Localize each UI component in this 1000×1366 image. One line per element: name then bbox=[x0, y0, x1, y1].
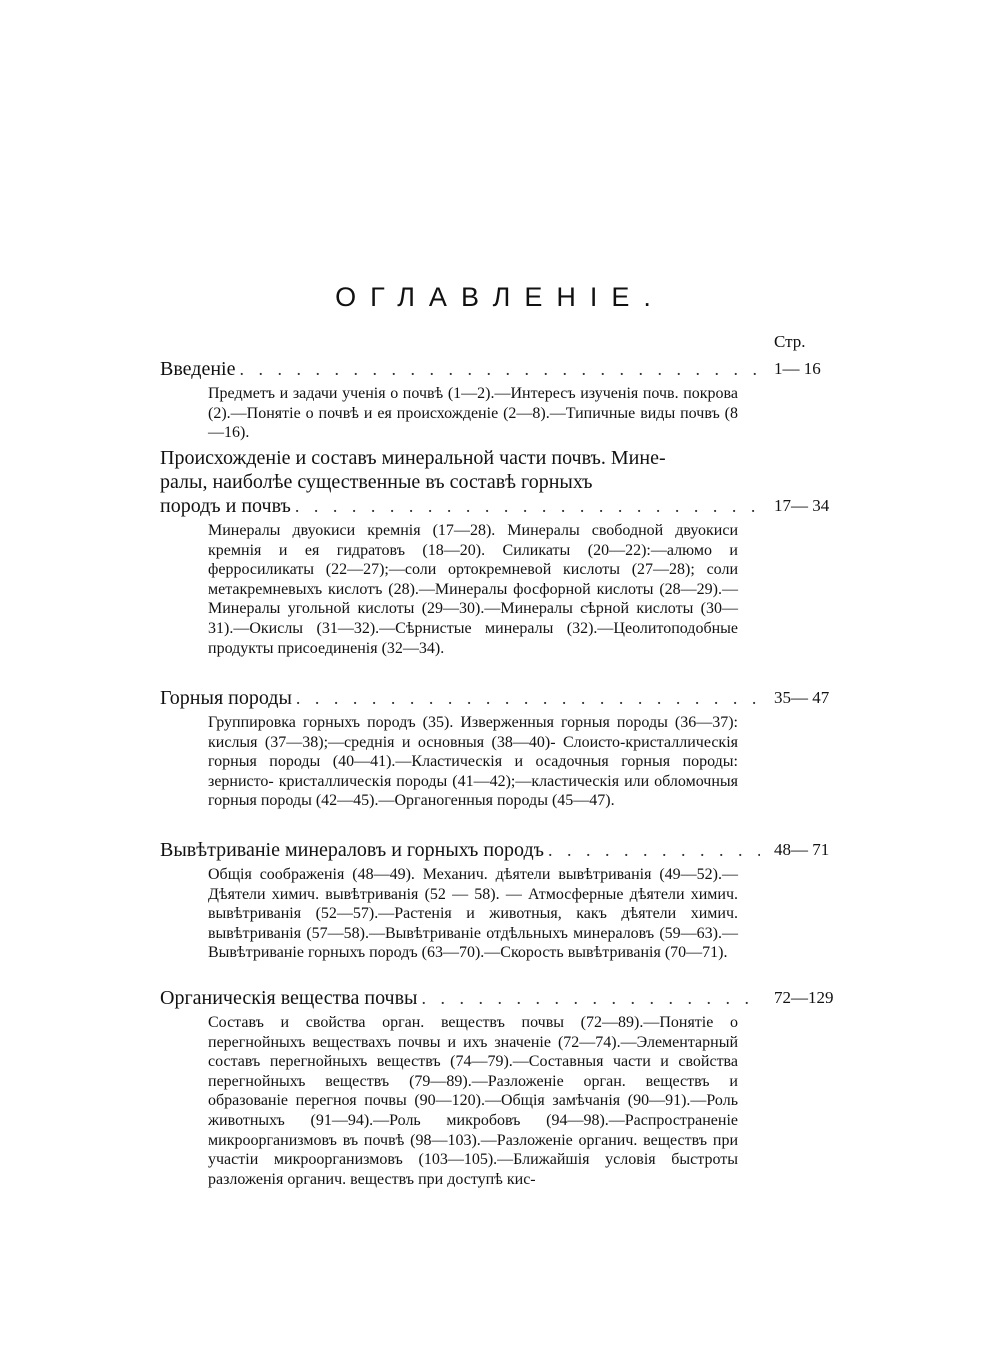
toc-entry-rocks bbox=[160, 686, 840, 811]
entry-summary: Составъ и свойства орган. веществъ почвы (72—89).—Понятіе о перегнойныхъ веществахъ почвы и ихъ значеніе (72—74).—Элементарный составъ перегнойныхъ веществъ (74—79).—Составныя части и свойства перегнойныхъ веществъ (79—89).—Разложеніе орган. веществъ и образованіе перегноя почвы (90—120).—Общія замѣчанія (90—91).—Роль животныхъ (91—94).—Роль микробовъ (94—98).—Распространеніе микроорганизмовъ въ почвѣ (98—103).—Разложеніе органич. веществъ при участіи микроорганизмовъ (103—105).—Ближайшія условія быстроты разложенія органич. веществъ при доступѣ кис- bbox=[208, 1014, 738, 1188]
entry-pages: 72—129 bbox=[774, 988, 834, 1007]
toc-entry-introduction bbox=[160, 357, 840, 443]
entry-heading-line: Происхожденіе и составъ минеральной части почвъ. Мине- bbox=[160, 447, 666, 469]
dot-leader bbox=[548, 838, 760, 862]
entry-heading-line: ралы, наиболѣе существенные въ составѣ горныхъ bbox=[160, 471, 593, 493]
dot-leader bbox=[422, 986, 761, 1010]
entry-summary: Группировка горныхъ породъ (35). Изверженныя горныя породы (36—37): кислыя (37—38);—среднія и основныя (38—40)- Слоисто-кристаллическія горныя породы (40—41).—Кластическія и осадочныя горныя породы: зернисто- кристаллическія породы (41—42);—кластическія или обломочныя горныя породы (42—45).—Органогенныя породы (45—47). bbox=[208, 714, 738, 810]
entry-summary: Предметъ и задачи ученія о почвѣ (1—2).—Интересъ изученія почв. покрова (2).—Понятіе о почвѣ и ея происхожденіе (2—8).—Типичные виды почвъ (8—16). bbox=[208, 385, 738, 442]
entry-pages: 35— 47 bbox=[774, 688, 830, 707]
entry-pages: 17— 34 bbox=[774, 496, 830, 515]
dot-leader bbox=[295, 494, 760, 518]
page-title: ОГЛАВЛЕНІЕ. bbox=[335, 282, 665, 312]
entry-summary: Минералы двуокиси кремнія (17—28). Минералы свободной двуокиси кремнія и ея гидратовъ (18—20). Силикаты (20—22):—алюмо и ферросиликаты (22—27);—соли ортокремневой кислоты (27—28); соли метакремневыхъ кислотъ (28).—Минералы фосфорной кислоты (28—29).—Минералы угольной кислоты (29—30).—Минералы сѣрной кислоты (30—31).—Окислы (31—32).—Сѣрнистые минералы (32).—Цеолитоподобные продукты присоединенія (32—34). bbox=[208, 522, 738, 657]
entry-heading: Введеніе bbox=[160, 358, 236, 380]
entry-pages: 48— 71 bbox=[774, 840, 830, 859]
toc-entry-organic-matter bbox=[160, 986, 840, 1189]
entry-heading: породъ и почвъ bbox=[160, 495, 291, 517]
dot-leader bbox=[296, 686, 760, 710]
toc-entry-weathering bbox=[160, 838, 840, 963]
entry-heading: Вывѣтриваніе минераловъ и горныхъ породъ bbox=[160, 839, 544, 861]
page-column-label: Стр. bbox=[774, 332, 806, 351]
dot-leader bbox=[239, 357, 760, 381]
entry-pages: 1— 16 bbox=[774, 359, 821, 378]
toc-entry-mineral-part bbox=[160, 446, 840, 658]
entry-heading: Горныя породы bbox=[160, 687, 292, 709]
entry-summary: Общія соображенія (48—49). Механич. дѣятели вывѣтриванія (49—52).—Дѣятели химич. вывѣтриванія (52 — 58). — Атмосферные дѣятели химич. вывѣтриванія (52—57).—Растенія и животныя, какъ дѣятели химич. вывѣтриванія (57—58).—Вывѣтриваніе отдѣльныхъ минераловъ (59—63).—Вывѣтриваніе горныхъ породъ (63—70).—Скорость вывѣтриванія (70—71). bbox=[208, 866, 738, 962]
entry-heading: Органическія вещества почвы bbox=[160, 987, 418, 1009]
